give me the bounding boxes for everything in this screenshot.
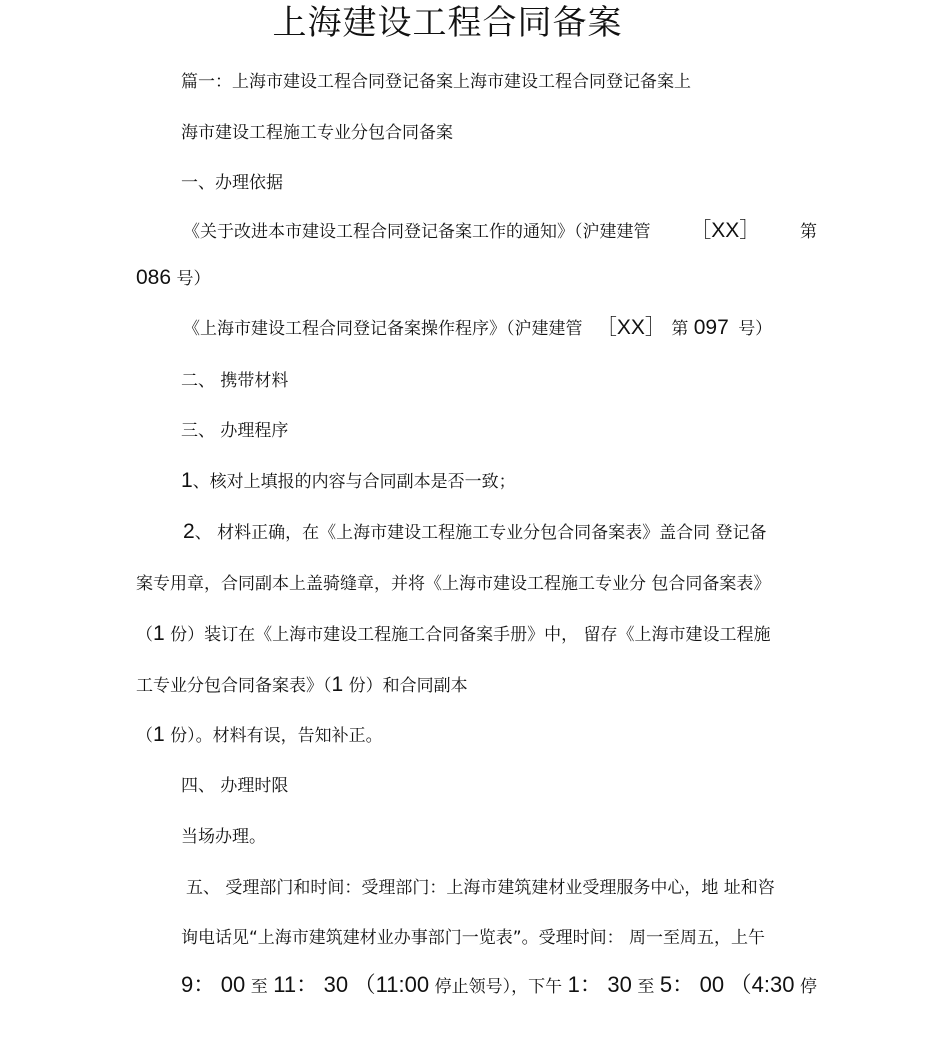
basis-item-1-continued bbox=[136, 266, 210, 291]
section-heading-materials: 二、 携带材料 bbox=[181, 371, 289, 391]
procedure-step-1-text: 、核对上填报的内容与合同副本是否一致； bbox=[192, 472, 516, 492]
basis-item-2-hao: 号） bbox=[738, 319, 773, 339]
time-segment-5: 30 bbox=[323, 972, 349, 997]
time-segment-6: （11:00 bbox=[353, 972, 430, 997]
procedure-step-1 bbox=[181, 469, 516, 494]
procedure-step-2-number: 2 bbox=[183, 520, 195, 543]
time-segment-1: 9： bbox=[181, 972, 216, 997]
basis-item-1-number: 086 bbox=[136, 266, 172, 289]
procedure-step-2-line-4 bbox=[136, 673, 468, 698]
time-segment-13: （4:30 bbox=[729, 972, 795, 997]
section-department-line-2: 询电话见“上海市建筑建材业办事部门一览表”。受理时间： 周一至周五，上午 bbox=[181, 928, 766, 948]
time-segment-7: 停止领号），下午 bbox=[434, 977, 563, 997]
basis-item-2-text: 《上海市建设工程合同登记备案操作程序》（沪建建管 bbox=[183, 319, 583, 339]
procedure-step-1-number: 1 bbox=[181, 469, 193, 492]
basis-item-1-di: 第 bbox=[799, 222, 817, 242]
time-segment-8: 1： bbox=[567, 972, 602, 997]
section-heading-basis: 一、办理依据 bbox=[181, 173, 283, 193]
basis-item-1-bracket: ［XX］ bbox=[690, 219, 761, 242]
section-heading-time-limit: 四、 办理时限 bbox=[181, 776, 289, 796]
procedure-step-2-line-3-number: 1 bbox=[153, 622, 165, 645]
basis-item-2-number: 097 bbox=[693, 316, 729, 339]
time-segment-9: 30 bbox=[607, 972, 632, 997]
section-department-line-1: 五、 受理部门和时间：受理部门：上海市建筑建材业受理服务中心，地 址和咨 bbox=[186, 878, 775, 898]
time-segment-14: 停 bbox=[799, 977, 817, 997]
basis-item-1-text: 《关于改进本市建设工程合同登记备案工作的通知》（沪建建管 bbox=[183, 222, 651, 242]
paragraph-intro-line-2: 海市建设工程施工专业分包合同备案 bbox=[181, 123, 453, 143]
time-segment-11: 5： bbox=[659, 972, 695, 997]
procedure-step-2-line-5-open: （ bbox=[136, 726, 153, 746]
basis-item-2 bbox=[183, 316, 772, 341]
time-segment-12: 00 bbox=[699, 972, 725, 997]
document-title: 上海建设工程合同备案 bbox=[272, 3, 623, 43]
procedure-step-2-line-4-text-b: 份）和合同副本 bbox=[343, 676, 468, 696]
paragraph-intro-line-1: 篇一：上海市建设工程合同登记备案上海市建设工程合同登记备案上 bbox=[181, 72, 691, 92]
time-segment-3: 至 bbox=[250, 977, 268, 997]
procedure-step-2-line-1-text: 、 材料正确，在《上海市建设工程施工专业分包合同备案表》盖合同 登记备 bbox=[194, 523, 767, 543]
time-segment-4: 11： bbox=[273, 972, 319, 997]
basis-item-2-di: 第 bbox=[671, 319, 689, 339]
section-department-line-3 bbox=[181, 973, 817, 999]
procedure-step-2-line-3-open: （ bbox=[136, 625, 153, 645]
section-heading-procedure: 三、 办理程序 bbox=[181, 421, 289, 441]
basis-item-2-bracket: ［XX］ bbox=[595, 316, 666, 339]
procedure-step-2-line-1 bbox=[183, 520, 767, 545]
time-segment-10: 至 bbox=[637, 977, 655, 997]
time-segment-2: 00 bbox=[220, 972, 246, 997]
procedure-step-2-line-4-number: 1 bbox=[331, 673, 344, 696]
time-limit-body: 当场办理。 bbox=[181, 827, 266, 847]
procedure-step-2-line-5-number: 1 bbox=[153, 723, 165, 746]
procedure-step-2-line-5 bbox=[136, 723, 383, 748]
procedure-step-2-line-2: 案专用章，合同副本上盖骑缝章，并将《上海市建设工程施工专业分 包合同备案表》 bbox=[136, 574, 771, 594]
procedure-step-2-line-4-text-a: 工专业分包合同备案表》（ bbox=[136, 676, 332, 696]
basis-item-1 bbox=[183, 219, 817, 244]
procedure-step-2-line-5-text: 份）。材料有误，告知补正。 bbox=[164, 726, 383, 746]
procedure-step-2-line-3 bbox=[136, 622, 771, 647]
basis-item-1-hao: 号） bbox=[176, 269, 211, 289]
procedure-step-2-line-3-text: 份）装订在《上海市建设工程施工合同备案手册》中， 留存《上海市建设工程施 bbox=[164, 625, 771, 645]
